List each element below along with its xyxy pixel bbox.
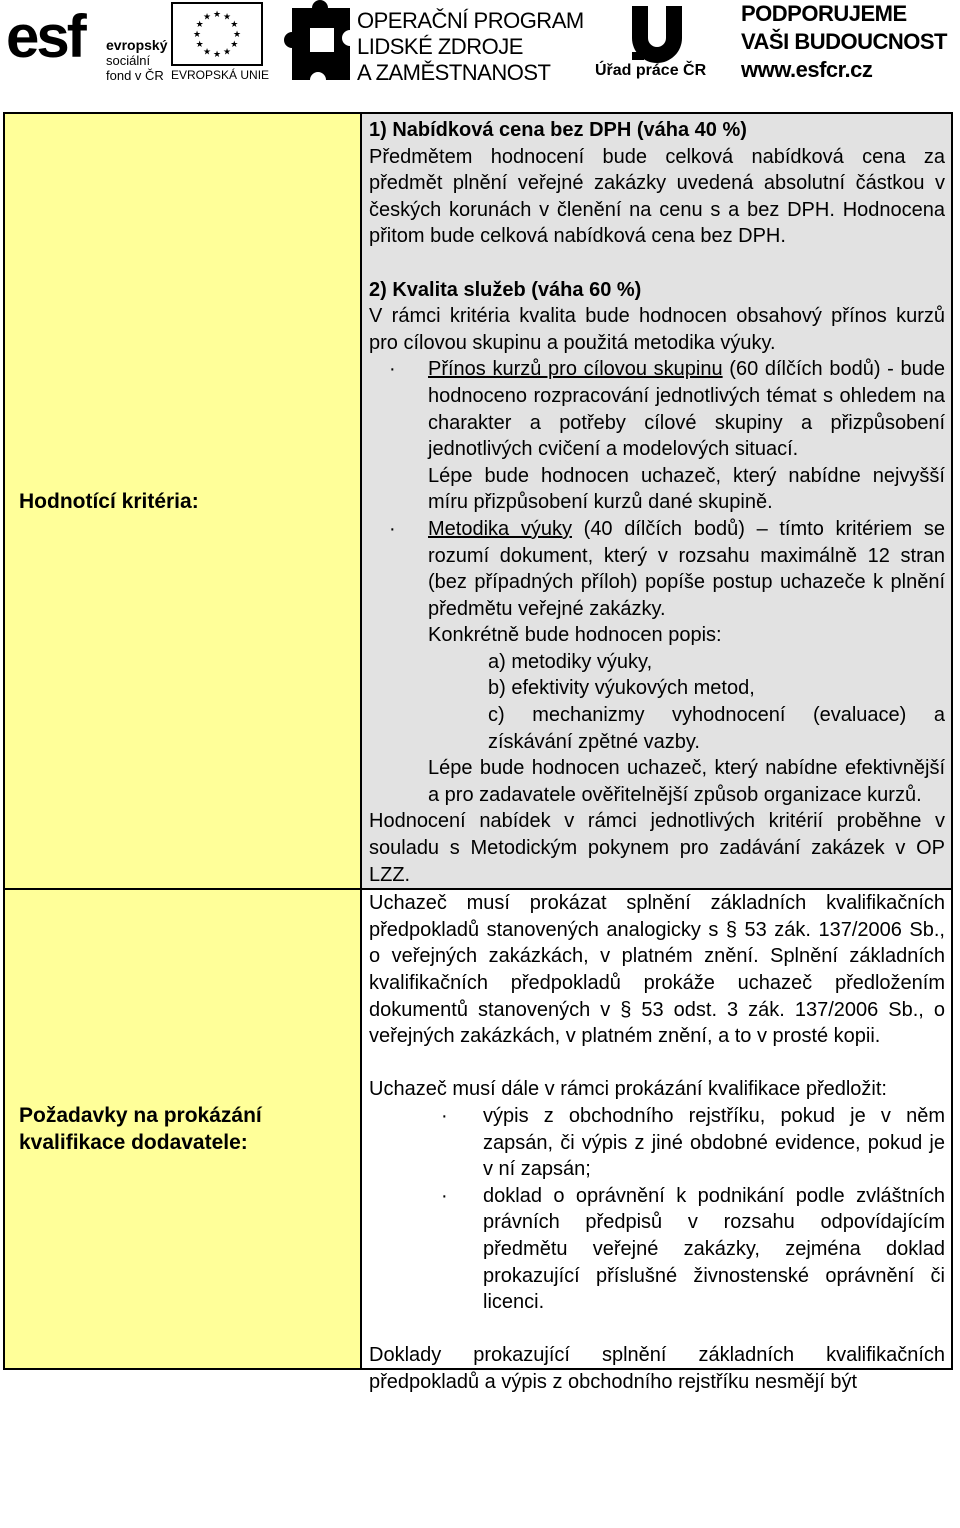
sub-item: b) efektivity výukových metod, xyxy=(488,677,755,700)
op-lzz-logo-text: OPERAČNÍ PROGRAM LIDSKÉ ZDROJE A ZAMĚSTNANOST xyxy=(357,8,584,85)
qualification-p1: Uchazeč musí prokázat splnění základních kvalifikačních předpokladů stanovených analogicky s § 53 zák. 137/2006 Sb., o veřejných zakázkách, v platném znění. Splnění základních kvalifikačních předpokladů prokáže uchazeč předložením dokumentů stanovených v § 53 odst. 3 zák. 137/2006 Sb., o veřejných zakázkách, v platném znění, a to v prosté kopii. xyxy=(369,892,945,1048)
eu-label: EVROPSKÁ UNIE xyxy=(171,68,270,82)
criteria-table xyxy=(3,112,953,1393)
eu-star-icon: ★ xyxy=(195,19,204,29)
list-item-note: Lépe bude hodnocen uchazeč, který nabídne efektivnější a pro zadavatele ověřitelnější způsob organizace kurzů. xyxy=(428,757,945,806)
list-item-note: Konkrétně bude hodnocen popis: xyxy=(428,624,722,647)
eu-star-icon: ★ xyxy=(202,46,212,57)
row-content xyxy=(361,889,952,1393)
table-row xyxy=(4,113,952,889)
criterion-2-title: 2) Kvalita služeb (váha 60 %) xyxy=(369,278,642,301)
criteria-text xyxy=(362,114,951,888)
list-item: · Přínos kurzů pro cílovou skupinu (60 dílčích bodů) - bude hodnoceno rozpracování jednotlivých témat s ohledem na charakter a potřeby cílové skupiny a přizpůsobení jednotlivých cvičení a modelových situací. xyxy=(389,358,946,461)
row-label: Požadavky na prokázání kvalifikace dodavatele: xyxy=(4,889,361,1369)
logo-header xyxy=(0,0,960,100)
urad-prace-label: Úřad práce ČR xyxy=(595,62,707,79)
sub-item: a) metodiky výuky, xyxy=(488,650,653,673)
criterion-2-text: V rámci kritéria kvalita bude hodnocen obsahový přínos kurzů pro cílovou skupinu a použitá metodika výuky. xyxy=(369,305,945,354)
eu-star-icon: ★ xyxy=(230,19,239,29)
eu-star-icon: ★ xyxy=(230,39,239,49)
table-row xyxy=(4,889,952,1369)
eu-star-icon: ★ xyxy=(222,11,232,22)
eu-star-icon: ★ xyxy=(212,49,222,59)
esf-subtitle: evropský sociální fond v ČR xyxy=(106,37,168,83)
qualification-text xyxy=(362,890,951,1393)
criterion-1-title: 1) Nabídková cena bez DPH (váha 40 %) xyxy=(369,119,747,141)
eu-star-icon: ★ xyxy=(195,39,204,49)
criterion-1-text: Předmětem hodnocení bude celková nabídková cena za předmět plnění veřejné zakázky uvedená absolutní částkou v českých korunách v členění na cenu s a bez DPH. Hodnocena přitom bude celková nabídková cena bez DPH. xyxy=(369,145,945,248)
list-item: · doklad o oprávnění k podnikání podle zvláštních právních předpisů v rozsahu odpovídajícím předmětu veřejné zakázky, zejména doklad prokazující příslušné živnostenské oprávnění či licenci. xyxy=(441,1184,945,1314)
closing-text: Hodnocení nabídek v rámci jednotlivých kritérií proběhne v souladu s Metodickým pokynem pro zadávání zakázek v OP LZZ. xyxy=(369,810,945,886)
list-item: · výpis z obchodního rejstříku, pokud je v něm zapsán, či výpis z jiné obdobné evidence, pokud je v ní zapsán; xyxy=(441,1104,945,1181)
qualification-p2: Uchazeč musí dále v rámci prokázání kvalifikace předložit: xyxy=(369,1078,887,1101)
eu-star-icon: ★ xyxy=(232,29,242,39)
support-slogan: PODPORUJEME VAŠI BUDOUCNOST www.esfcr.cz xyxy=(741,1,947,82)
sub-item: c) mechanizmy vyhodnocení (evaluace) a získávání zpětné vazby. xyxy=(488,704,945,753)
eu-star-icon: ★ xyxy=(192,29,202,39)
list-item-note: Lépe bude hodnocen uchazeč, který nabídne nejvyšší míru přizpůsobení kurzů dané skupině. xyxy=(428,464,945,514)
list-item: · Metodika výuky (40 dílčích bodů) – tímto kritériem se rozumí dokument, který v rozsahu maximálně 12 stran (bez případných příloh) popíše postup uchazeče k plnění předmětu veřejné zakázky. xyxy=(389,517,945,620)
row-content xyxy=(361,113,952,889)
qualification-p3: Doklady prokazující splnění základních kvalifikačních předpokladů a výpis z obchodního rejstříku nesmějí být xyxy=(369,1344,945,1393)
eu-star-icon: ★ xyxy=(212,9,222,19)
esf-logo: esf xyxy=(6,3,84,70)
eu-star-icon: ★ xyxy=(202,11,212,22)
eu-flag-icon xyxy=(171,2,263,66)
puzzle-icon xyxy=(292,0,352,82)
eu-star-icon: ★ xyxy=(222,46,232,57)
urad-prace-icon xyxy=(628,4,686,62)
row-label: Hodnotící kritéria: xyxy=(4,113,361,889)
